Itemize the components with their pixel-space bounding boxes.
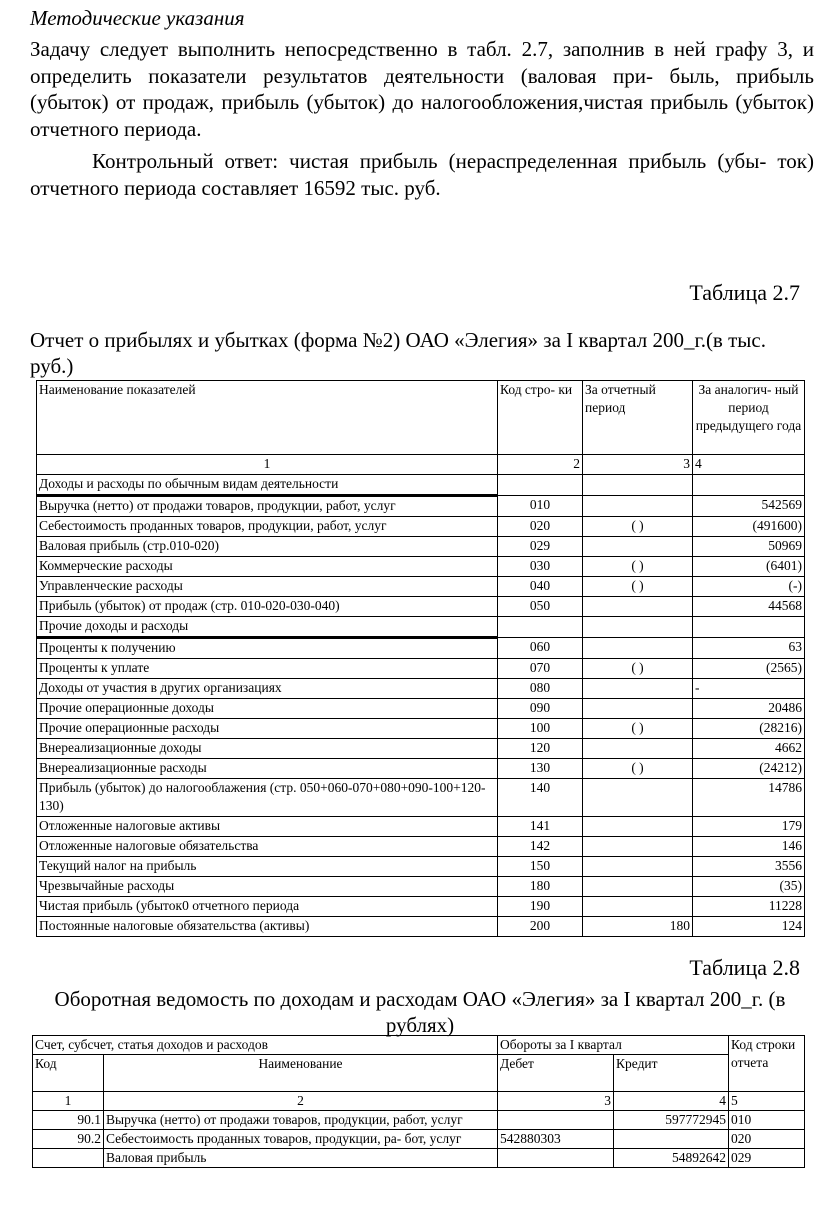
current-period-value — [583, 857, 693, 877]
table-row — [37, 617, 805, 638]
row-code — [498, 617, 583, 638]
row-label: Коммерческие расходы — [37, 557, 498, 577]
header-cell: Кредит — [614, 1055, 729, 1092]
header-cell: За отчетный период — [583, 381, 693, 455]
previous-period-value: 179 — [693, 817, 805, 837]
table2-caption: Таблица 2.8 — [689, 955, 800, 980]
table-row — [37, 857, 805, 877]
current-period-value — [583, 537, 693, 557]
previous-period-value — [693, 617, 805, 638]
debit-value: 542880303 — [498, 1130, 614, 1149]
header-cell: Код — [33, 1055, 104, 1092]
column-number-row — [33, 1092, 805, 1111]
table-row — [37, 719, 805, 739]
row-code: 020 — [498, 517, 583, 537]
previous-period-value: 14786 — [693, 779, 805, 817]
row-code: 142 — [498, 837, 583, 857]
row-code: 120 — [498, 739, 583, 759]
row-label: Проценты к уплате — [37, 659, 498, 679]
row-code: 080 — [498, 679, 583, 699]
current-period-value: 180 — [583, 917, 693, 937]
table-row — [37, 699, 805, 719]
row-label: Внереализационные доходы — [37, 739, 498, 759]
current-period-value — [583, 597, 693, 617]
table-row — [37, 739, 805, 759]
previous-period-value: (6401) — [693, 557, 805, 577]
table-row — [37, 577, 805, 597]
table2-title: Оборотная ведомость по доходам и расходам ОАО «Элегия» за I квартал 200_г. (в рублях) — [54, 987, 786, 1037]
previous-period-value: (2565) — [693, 659, 805, 679]
previous-period-value: 3556 — [693, 857, 805, 877]
previous-period-value: (491600) — [693, 517, 805, 537]
row-label: Отложенные налоговые активы — [37, 817, 498, 837]
row-label: Валовая прибыль (стр.010-020) — [37, 537, 498, 557]
table-row — [37, 537, 805, 557]
row-code: 190 — [498, 897, 583, 917]
previous-period-value — [693, 475, 805, 496]
row-code: 100 — [498, 719, 583, 739]
table1-body — [37, 475, 805, 937]
table-header-row — [37, 381, 805, 455]
current-period-value — [583, 475, 693, 496]
previous-period-value: (35) — [693, 877, 805, 897]
row-label: Чрезвычайные расходы — [37, 877, 498, 897]
instructions-paragraph: Задачу следует выполнить непосредственно в табл. 2.7, заполнив в ней графу 3, и определить показатели результатов деятельности (валовая при- быль, прибыль (убыток) от продаж, прибыль (убыток) до налогообложения,чистая прибыль (убыток) отчетного периода. — [30, 37, 814, 141]
row-label: Прочие операционные расходы — [37, 719, 498, 739]
row-code: 040 — [498, 577, 583, 597]
debit-value — [498, 1111, 614, 1130]
table-row — [37, 877, 805, 897]
header-cell: За аналогич- ный период предыдущего года — [693, 381, 805, 455]
current-period-value — [583, 496, 693, 517]
row-code: 200 — [498, 917, 583, 937]
row-label: Внереализационные расходы — [37, 759, 498, 779]
turnover-table — [32, 1035, 805, 1168]
row-label: Отложенные налоговые обязательства — [37, 837, 498, 857]
row-code: 140 — [498, 779, 583, 817]
report-line-code: 029 — [729, 1149, 805, 1168]
header-cell: Код строки отчета — [729, 1036, 805, 1092]
row-code: 180 — [498, 877, 583, 897]
table-row — [37, 837, 805, 857]
account-code: 90.1 — [33, 1111, 104, 1130]
current-period-value — [583, 877, 693, 897]
column-number: 4 — [614, 1092, 729, 1111]
credit-value — [614, 1130, 729, 1149]
header-cell: Дебет — [498, 1055, 614, 1092]
row-label: Прочие доходы и расходы — [37, 617, 498, 638]
current-period-value: ( ) — [583, 557, 693, 577]
table-subheader-row — [33, 1055, 805, 1092]
row-label: Прочие операционные доходы — [37, 699, 498, 719]
credit-value: 597772945 — [614, 1111, 729, 1130]
row-label: Текущий налог на прибыль — [37, 857, 498, 877]
header-cell: Код стро- ки — [498, 381, 583, 455]
column-number: 2 — [104, 1092, 498, 1111]
table-row — [37, 496, 805, 517]
report-line-code: 020 — [729, 1130, 805, 1149]
previous-period-value: 11228 — [693, 897, 805, 917]
current-period-value — [583, 679, 693, 699]
current-period-value — [583, 817, 693, 837]
row-code — [498, 475, 583, 496]
row-code: 130 — [498, 759, 583, 779]
table-row — [37, 897, 805, 917]
current-period-value — [583, 897, 693, 917]
column-number: 3 — [583, 455, 693, 475]
account-code: 90.2 — [33, 1130, 104, 1149]
previous-period-value: (-) — [693, 577, 805, 597]
answer-paragraph: Контрольный ответ: чистая прибыль (нераспределенная прибыль (убы- ток) отчетного периода составляет 16592 тыс. руб. — [30, 149, 814, 200]
column-number: 1 — [33, 1092, 104, 1111]
current-period-value — [583, 837, 693, 857]
account-name: Себестоимость проданных товаров, продукции, ра- бот, услуг — [104, 1130, 498, 1149]
header-cell: Наименование показателей — [37, 381, 498, 455]
previous-period-value: (28216) — [693, 719, 805, 739]
row-code: 141 — [498, 817, 583, 837]
row-label: Проценты к получению — [37, 638, 498, 659]
row-code: 090 — [498, 699, 583, 719]
table-row — [33, 1149, 805, 1168]
profit-loss-table — [36, 380, 805, 937]
table-row — [37, 475, 805, 496]
current-period-value — [583, 779, 693, 817]
row-code: 029 — [498, 537, 583, 557]
previous-period-value: 50969 — [693, 537, 805, 557]
current-period-value: ( ) — [583, 719, 693, 739]
row-code: 030 — [498, 557, 583, 577]
account-name: Выручка (нетто) от продажи товаров, продукции, работ, услуг — [104, 1111, 498, 1130]
debit-value — [498, 1149, 614, 1168]
table-row — [33, 1130, 805, 1149]
table-row — [37, 759, 805, 779]
table-row — [37, 557, 805, 577]
table-row — [37, 659, 805, 679]
current-period-value: ( ) — [583, 759, 693, 779]
row-label: Доходы от участия в других организациях — [37, 679, 498, 699]
current-period-value: ( ) — [583, 577, 693, 597]
table-row — [37, 779, 805, 817]
column-number-row — [37, 455, 805, 475]
previous-period-value: 542569 — [693, 496, 805, 517]
row-label: Постоянные налоговые обязательства (активы) — [37, 917, 498, 937]
row-code: 150 — [498, 857, 583, 877]
previous-period-value: 146 — [693, 837, 805, 857]
header-cell: Наименование — [104, 1055, 498, 1092]
credit-value: 54892642 — [614, 1149, 729, 1168]
account-code — [33, 1149, 104, 1168]
previous-period-value: 124 — [693, 917, 805, 937]
table-header-row — [33, 1036, 805, 1055]
previous-period-value: 4662 — [693, 739, 805, 759]
current-period-value: ( ) — [583, 659, 693, 679]
column-number: 4 — [693, 455, 805, 475]
methodical-heading: Методические указания — [30, 6, 245, 30]
header-cell: Счет, субсчет, статья доходов и расходов — [33, 1036, 498, 1055]
column-number: 3 — [498, 1092, 614, 1111]
header-cell: Обороты за I квартал — [498, 1036, 729, 1055]
row-label: Управленческие расходы — [37, 577, 498, 597]
current-period-value — [583, 638, 693, 659]
previous-period-value: 44568 — [693, 597, 805, 617]
row-label: Себестоимость проданных товаров, продукции, работ, услуг — [37, 517, 498, 537]
current-period-value — [583, 617, 693, 638]
row-code: 070 — [498, 659, 583, 679]
table1-caption: Таблица 2.7 — [689, 280, 800, 305]
row-label: Доходы и расходы по обычным видам деятельности — [37, 475, 498, 496]
table2-body — [33, 1111, 805, 1168]
row-label: Выручка (нетто) от продажи товаров, продукции, работ, услуг — [37, 496, 498, 517]
table-row — [33, 1111, 805, 1130]
table-row — [37, 517, 805, 537]
column-number: 2 — [498, 455, 583, 475]
account-name: Валовая прибыль — [104, 1149, 498, 1168]
row-label: Чистая прибыль (убыток0 отчетного периода — [37, 897, 498, 917]
row-label: Прибыль (убыток) до налогооблажения (стр. 050+060-070+080+090-100+120-130) — [37, 779, 498, 817]
current-period-value: ( ) — [583, 517, 693, 537]
previous-period-value: 63 — [693, 638, 805, 659]
current-period-value — [583, 699, 693, 719]
previous-period-value: (24212) — [693, 759, 805, 779]
column-number: 5 — [729, 1092, 805, 1111]
column-number: 1 — [37, 455, 498, 475]
current-period-value — [583, 739, 693, 759]
row-label: Прибыль (убыток) от продаж (стр. 010-020-030-040) — [37, 597, 498, 617]
table1-title: Отчет о прибылях и убытках (форма №2) ОАО «Элегия» за I квартал 200_г.(в тыс. руб.) — [30, 328, 766, 378]
row-code: 060 — [498, 638, 583, 659]
report-line-code: 010 — [729, 1111, 805, 1130]
table-row — [37, 597, 805, 617]
table-row — [37, 679, 805, 699]
row-code: 010 — [498, 496, 583, 517]
table-row — [37, 917, 805, 937]
previous-period-value: - — [693, 679, 805, 699]
table-row — [37, 638, 805, 659]
previous-period-value: 20486 — [693, 699, 805, 719]
table-row — [37, 817, 805, 837]
row-code: 050 — [498, 597, 583, 617]
